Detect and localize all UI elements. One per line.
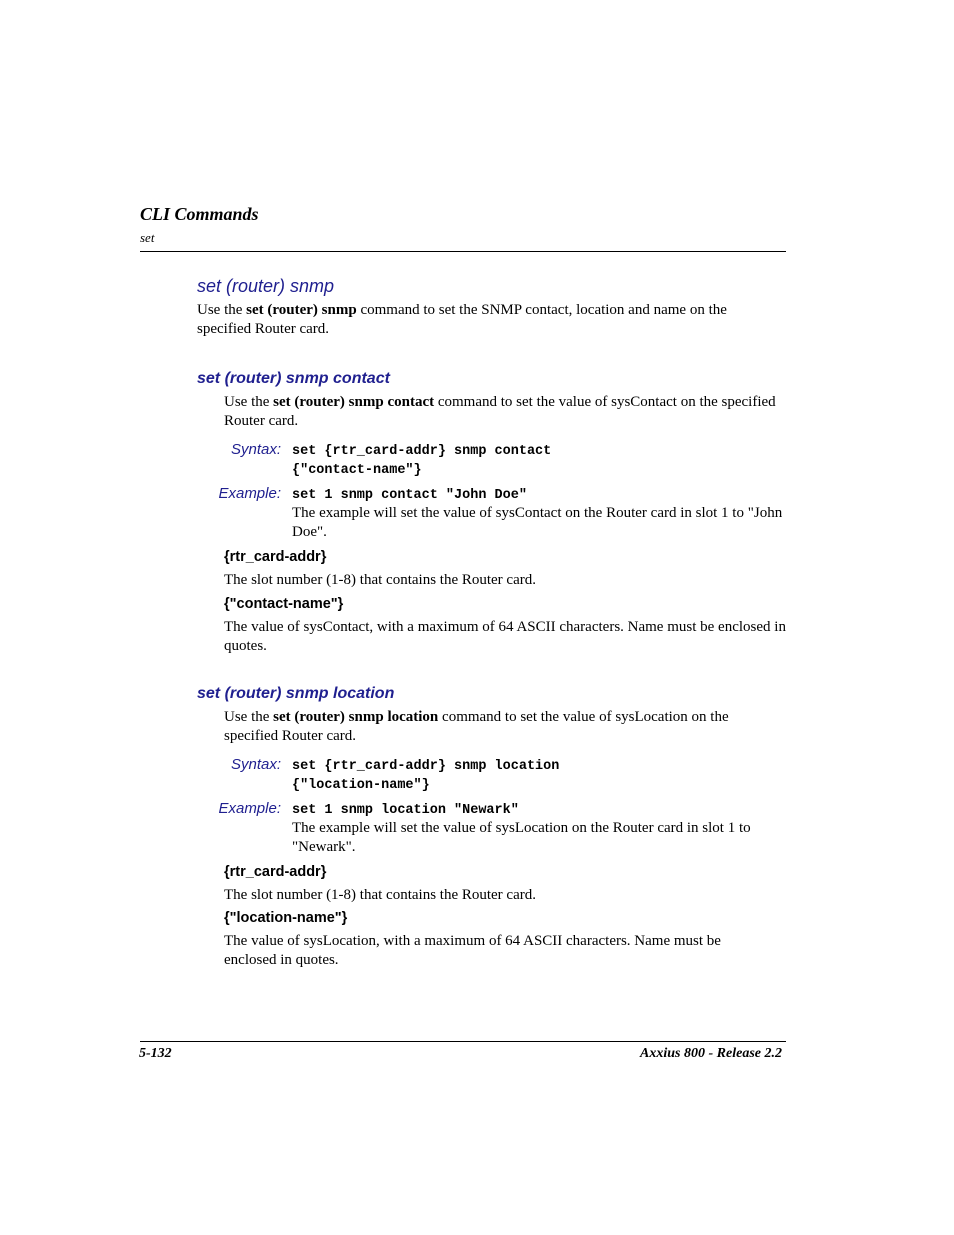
contact-param-2-name: {"contact-name"} (224, 596, 344, 612)
contact-syntax-label: Syntax: (230, 441, 281, 458)
location-param-1-desc: The slot number (1-8) that contains the Router card. (224, 887, 536, 903)
contact-example-desc: The example will set the value of sysContact on the Router card in slot 1 to "John Doe". (292, 505, 783, 540)
location-example-label: Example: (218, 800, 281, 817)
location-intro: Use the set (router) snmp location command to set the value of sysLocation on the specified Router card. (224, 709, 729, 744)
location-syntax-line2: {"location-name"} (292, 778, 430, 793)
section-title: set (router) snmp (197, 276, 335, 296)
section-intro: Use the set (router) snmp command to set the SNMP contact, location and name on the specified Router card. (197, 302, 727, 337)
footer-rule (140, 1041, 786, 1042)
contact-param-1-name: {rtr_card-addr} (224, 549, 327, 565)
contact-intro: Use the set (router) snmp contact command to set the value of sysContact on the specified Router card. (224, 394, 776, 429)
contact-syntax-line2: {"contact-name"} (292, 463, 422, 478)
contact-example-code: set 1 snmp contact "John Doe" (292, 488, 527, 503)
location-example-desc: The example will set the value of sysLocation on the Router card in slot 1 to "Newark". (292, 820, 751, 855)
location-param-2-name: {"location-name"} (224, 910, 348, 926)
contact-param-1-desc: The slot number (1-8) that contains the Router card. (224, 572, 536, 588)
product-release: Axxius 800 - Release 2.2 (640, 1046, 782, 1061)
contact-example-label: Example: (218, 485, 281, 502)
contact-subsection-title: set (router) snmp contact (197, 370, 390, 387)
location-example-code: set 1 snmp location "Newark" (292, 803, 519, 818)
header-rule (140, 251, 786, 252)
location-syntax-line1: set {rtr_card-addr} snmp location (292, 759, 560, 774)
location-subsection-title: set (router) snmp location (197, 685, 395, 702)
location-param-2-desc: The value of sysLocation, with a maximum of 64 ASCII characters. Name must be enclosed in quotes. (224, 933, 721, 968)
location-syntax-label: Syntax: (230, 756, 281, 773)
location-param-1-name: {rtr_card-addr} (224, 864, 327, 880)
page-number: 5-132 (139, 1046, 172, 1061)
contact-param-2-desc: The value of sysContact, with a maximum of 64 ASCII characters. Name must be enclosed in quotes. (224, 619, 786, 654)
section-name: set (140, 230, 155, 245)
contact-syntax-line1: set {rtr_card-addr} snmp contact (292, 444, 552, 459)
chapter-title: CLI Commands (140, 204, 259, 224)
